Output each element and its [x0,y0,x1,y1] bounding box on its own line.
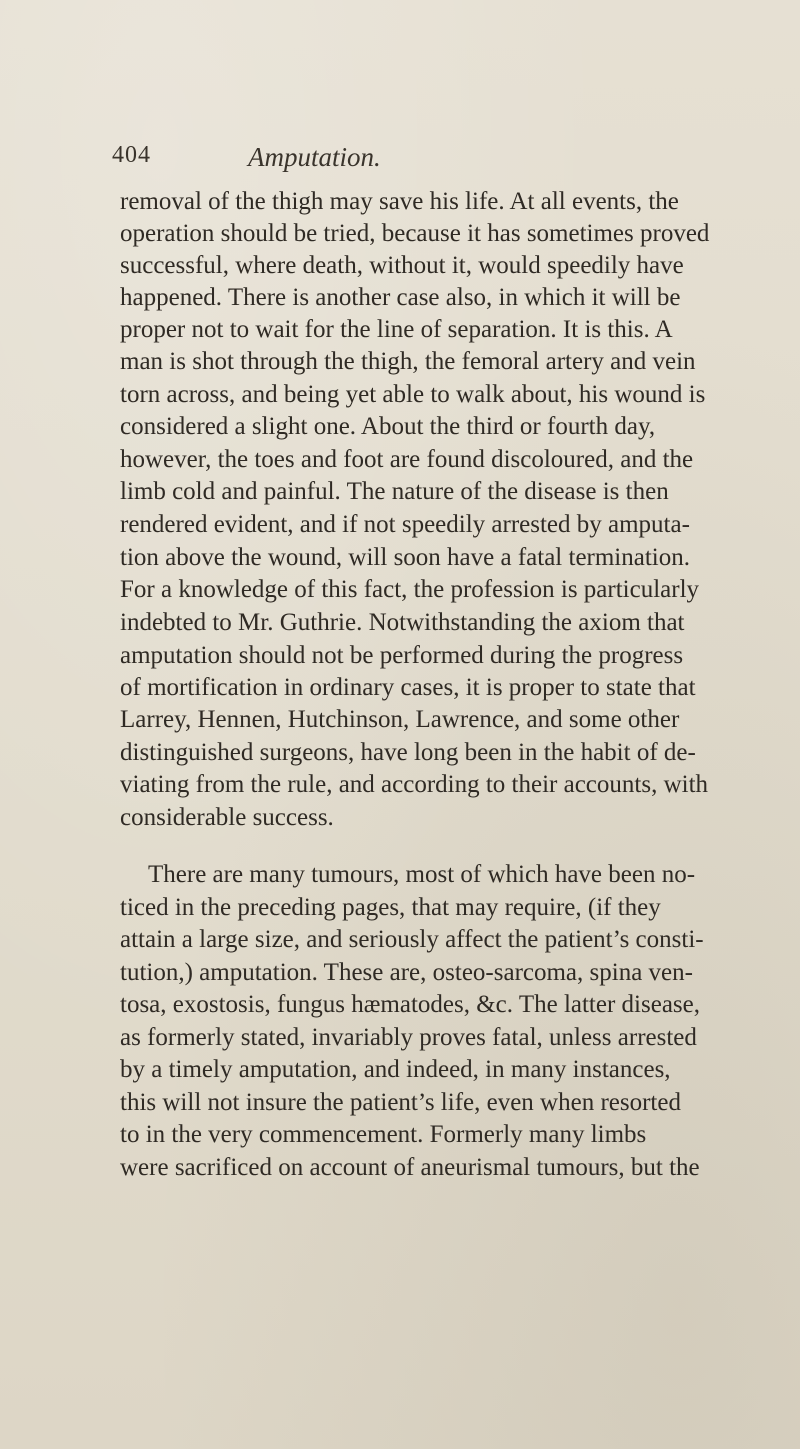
text-line: indebted to Mr. Guthrie. Notwithstanding the axiom that [120,609,685,636]
text-line: viating from the rule, and according to their accounts, with [120,771,709,798]
text-line: limb cold and painful. The nature of the disease is then [120,478,669,505]
text-line: by a timely amputation, and indeed, in many instances, [120,1056,671,1083]
text-line: considered a slight one. About the third or fourth day, [120,413,656,440]
text-line: of mortification in ordinary cases, it is proper to state that [120,674,696,701]
text-line: proper not to wait for the line of separation. It is this. A [120,316,673,343]
running-head: Amputation. [248,142,381,172]
text-line: successful, where death, without it, would speedily have [120,252,684,279]
text-line: amputation should not be performed during the progress [120,642,684,669]
text-line: tosa, exostosis, fungus hæmatodes, &c. The latter disease, [120,991,700,1018]
text-line: distinguished surgeons, have long been in the habit of de- [120,739,696,766]
text-line: were sacrificed on account of aneurismal tumours, but the [120,1154,700,1181]
text-line: this will not insure the patient’s life, even when resorted [120,1089,681,1116]
page-header [112,142,740,178]
text-line: tion above the wound, will soon have a fatal termination. [120,544,690,571]
text-line: to in the very commencement. Formerly many limbs [120,1121,647,1148]
text-line: attain a large size, and seriously affect the patient’s consti- [120,926,704,953]
text-line: ticed in the preceding pages, that may require, (if they [120,894,661,921]
text-line: considerable success. [120,804,334,831]
text-line: however, the toes and foot are found discoloured, and the [120,446,694,473]
text-line: happened. There is another case also, in which it will be [120,284,681,311]
text-line: man is shot through the thigh, the femoral artery and vein [120,348,696,375]
text-line: torn across, and being yet able to walk about, his wound is [120,381,706,408]
page-number: 404 [112,142,151,168]
text-line: as formerly stated, invariably proves fatal, unless arrested [120,1024,697,1051]
text-line: tution,) amputation. These are, osteo-sarcoma, spina ven- [120,959,693,986]
text-line: For a knowledge of this fact, the profession is particularly [120,576,700,603]
text-line: There are many tumours, most of which have been no- [148,861,696,888]
text-line: rendered evident, and if not speedily arrested by amputa- [120,511,690,538]
text-line: operation should be tried, because it has sometimes proved [120,220,710,247]
text-line: Larrey, Hennen, Hutchinson, Lawrence, and some other [120,706,680,733]
text-line: removal of the thigh may save his life. At all events, the [120,188,679,215]
